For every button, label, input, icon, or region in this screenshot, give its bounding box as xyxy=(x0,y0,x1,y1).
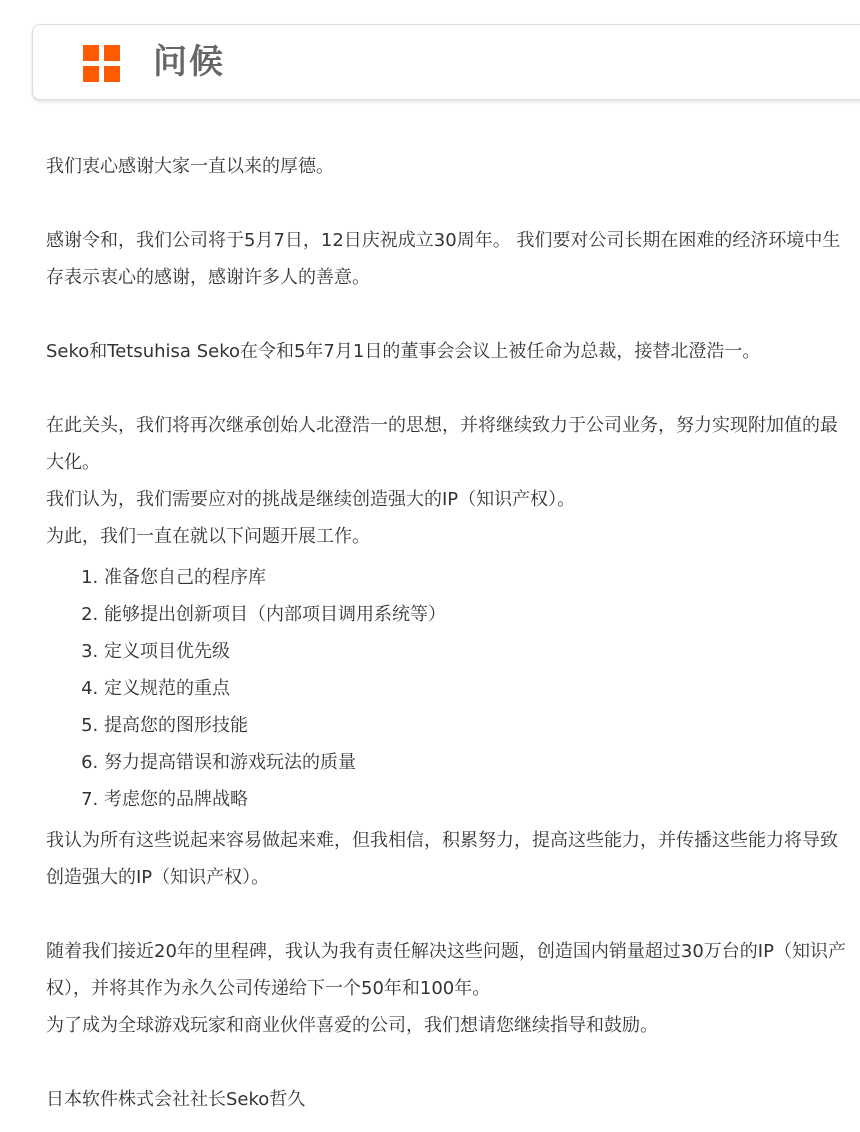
greeting-content xyxy=(46,148,846,1118)
list-item: 5. 提高您的图形技能 xyxy=(104,707,846,744)
initiatives-list xyxy=(46,559,846,818)
list-item: 7. 考虑您的品牌战略 xyxy=(104,781,846,818)
signature: 日本软件株式会社社长Seko哲久 xyxy=(46,1089,306,1110)
orange-grid-icon xyxy=(83,45,120,82)
paragraph-challenge: 我们认为，我们需要应对的挑战是继续创造强大的IP（知识产权）。 xyxy=(46,489,576,510)
paragraph-anniversary: 感谢令和，我们公司将于5月7日，12日庆祝成立30周年。 我们要对公司长期在困难的经济环境中生存表示衷心的感谢，感谢许多人的善意。 xyxy=(46,230,841,288)
paragraph-request: 为了成为全球游戏玩家和商业伙伴喜爱的公司，我们想请您继续指导和鼓励。 xyxy=(46,1015,658,1036)
grid-square xyxy=(83,66,99,82)
paragraph-milestone: 随着我们接近20年的里程碑，我认为我有责任解决这些问题，创造国内销量超过30万台的IP（知识产权），并将其作为永久公司传递给下一个50年和100年。 xyxy=(46,941,846,999)
paragraph-philosophy: 在此关头，我们将再次继承创始人北澄浩一的思想，并将继续致力于公司业务，努力实现附加值的最大化。 xyxy=(46,415,838,473)
list-item: 6. 努力提高错误和游戏玩法的质量 xyxy=(104,744,846,781)
header-box xyxy=(32,24,860,100)
paragraph-thanks: 我们衷心感谢大家一直以来的厚德。 xyxy=(46,156,334,177)
grid-square xyxy=(104,66,120,82)
page-title: 问候 xyxy=(153,42,225,82)
list-item: 3. 定义项目优先级 xyxy=(104,633,846,670)
paragraph-president: Seko和Tetsuhisa Seko在令和5年7月1日的董事会会议上被任命为总裁，接替北澄浩一。 xyxy=(46,341,761,362)
grid-square xyxy=(83,45,99,61)
paragraph-belief: 我认为所有这些说起来容易做起来难，但我相信，积累努力，提高这些能力，并传播这些能力将导致创造强大的IP（知识产权）。 xyxy=(46,830,838,888)
list-item: 4. 定义规范的重点 xyxy=(104,670,846,707)
grid-square xyxy=(104,45,120,61)
paragraph-work-intro: 为此，我们一直在就以下问题开展工作。 xyxy=(46,526,370,547)
list-item: 2. 能够提出创新项目（内部项目调用系统等） xyxy=(104,596,846,633)
list-item: 1. 准备您自己的程序库 xyxy=(104,559,846,596)
